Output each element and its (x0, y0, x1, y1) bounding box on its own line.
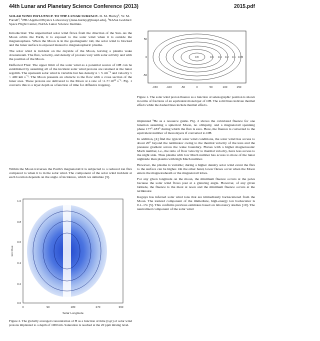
y-tick-label: 0.0 (17, 301, 21, 305)
y-tick-label: 1.0 (17, 199, 21, 203)
x-tick-label: 180 (70, 305, 76, 309)
y-axis-label: Ion Flux (10, 245, 14, 257)
y-tick-label: -50 (142, 73, 147, 77)
y-tick-label: 50 (143, 37, 147, 41)
authors: D. M. Hurley¹, W. M. Farrell², ¹JHU Applied Physics Laboratory (dana.hurley@jhuapl.edu), ²NASA Goddard Space Flight Center, NASA Lunar Science Institute. (9, 14, 132, 27)
x-tick-label: 100 (222, 85, 228, 89)
paragraph: Within the Moon traverses the Earth's magnetotail it is subjected to a reduced ion flux compared to when it is in the solar wind. The component of the solar wind incident at each location depends on the angle of incidence, which we simulate [3]. (9, 167, 132, 180)
paper-title: SOLAR WIND INFLUENCE TO THE LUNAR SURFACE. (9, 14, 99, 18)
magnetotail-gap (63, 203, 71, 299)
x-tick-label: 360 (118, 305, 124, 309)
y-tick-label: 0.2 (17, 282, 21, 286)
x-tick-label: 90 (46, 305, 50, 309)
left-column-bottom (9, 167, 132, 190)
page-header (9, 3, 255, 12)
x-axis-label: Solar Longitude (62, 311, 84, 315)
paragraph: Introduction: The unperturbed solar wind flows from the direction of the Sun. As the Moon orbits the Earth, it is exposed to the solar wind when it is outside the magnetosphere. When the Moon is in the geomagnetic tail, the solar wind is blocked and the lunar surface is exposed instead to magnetospheric plasma. (9, 31, 132, 48)
contour-label: 0.1 (232, 56, 236, 59)
contour-label: 0.8 (195, 56, 199, 59)
contour-label: 0.4 (218, 56, 222, 59)
x-tick-label: 50 (209, 85, 213, 89)
conference-name: 44th Lunar and Planetary Science Conference (2013) (9, 4, 139, 10)
x-tick-label: -150 (152, 85, 158, 89)
paragraph: For any given longitude on the moon, the minimum fluence occurs at the poles because the solar wind flows past at a glancing angle. However, of any given latitude, the fluence is the most at noon and the minimum fluence occurs at the terminator. (137, 177, 255, 194)
right-column (137, 119, 255, 335)
figure-2-caption: Figure 2. The globally averaged concentration of H as a function of time (Gyr) of solar wind protons implanted to a depth of 1000 nm. Saturation is reached at the 20 ppm mixing level. (9, 320, 132, 327)
title-block (9, 14, 132, 26)
x-tick-label: 0 (22, 305, 24, 309)
paragraph: Kaguya has inferred solar wind ions that are immediately backscattered from the Moon. The ionized component of the immediate, high-energy ion backscatter is 0.1–1% [5]. This confirms previous estimates based on laboratory studies [10]. The neutralized component of the solar wind (137, 194, 255, 212)
paragraph: Deflected Flux: The upper limit of the solar wind as a potential source of OH can be established by assuming all of the incident solar wind protons are retained at the lunar regolith. The upstream solar wind is variable but has density n ~ 5 cm⁻³ and velocity v ~ 400 km s⁻¹. The Moon presents an obstacle to the flow with a cross section of the lunar area. These protons are delivered to the Moon at a rate of ~1.7×10²⁵ s⁻¹. Fig. 1 converts this to a layer depth as a function of time for diffusive trapping. (9, 62, 132, 88)
paragraph: implanted ³He as a resource guide. Fig. 2 shows the calculated fluence for one lunation assuming a spherical Moon, no obliquity, and a magnetotail spanning phase 177°-183° during which the flux is zero. Here, the fluence is converted to the equivalent number of monolayers if converted to OH. (137, 119, 255, 136)
contour-label: 0.2 (225, 56, 229, 59)
x-tick-label: -100 (166, 85, 172, 89)
y-tick-label: 0.4 (17, 261, 21, 265)
paragraph: In addition, [4] find the typical solar wind conditions, the solar wind has access to about 20° beyond the terminator owing to the thermal velocity of the ions and the pressure gradient across the wake boundary. Fluxes with a higher magnetosonic Mach number, i.e., the ratio of flow velocity to thermal velocity, have less access to the night side. Thus plasma with low Mach number has access to more of the lunar nightside than plasma with high Mach number. (137, 136, 255, 162)
figure-2-heatmap (9, 193, 132, 317)
y-tick-label: 0.6 (17, 240, 21, 244)
contour-label: 0.05 (238, 56, 244, 59)
paragraph: However, the plasma is variable; during a higher density solar wind event the flux to the surface can be higher. On the other hand, lower fluxes occur when the Moon enters the magnetosheath or the magnetotail lobes. (137, 163, 255, 176)
figure-1-caption: Figure 1. The solar wind proton fluence as a function of selenographic position is shown in terms of fractions of an equivalent monolayer of OH. The solid lines indicate thermal effects while the dashed lines include thermal effects. (137, 96, 255, 107)
x-tick-label: 0 (196, 85, 198, 89)
x-tick-label: 270 (95, 305, 101, 309)
x-tick-label: -50 (180, 85, 186, 89)
left-column-top (9, 31, 132, 141)
figure-1-contour-map (140, 28, 250, 92)
contour-label: 0.6 (210, 56, 214, 59)
y-tick-label: 0.8 (17, 220, 21, 224)
y-tick-label: 0 (145, 55, 147, 59)
paragraph: The solar wind is incident on the dayside of the Moon, leaving a plasma wake downstream. The flux, velocity, and density of protons vary with solar activity and with the position of the Moon. (9, 48, 132, 62)
x-tick-label: 150 (236, 85, 242, 89)
page-id: 2015.pdf (233, 4, 255, 10)
